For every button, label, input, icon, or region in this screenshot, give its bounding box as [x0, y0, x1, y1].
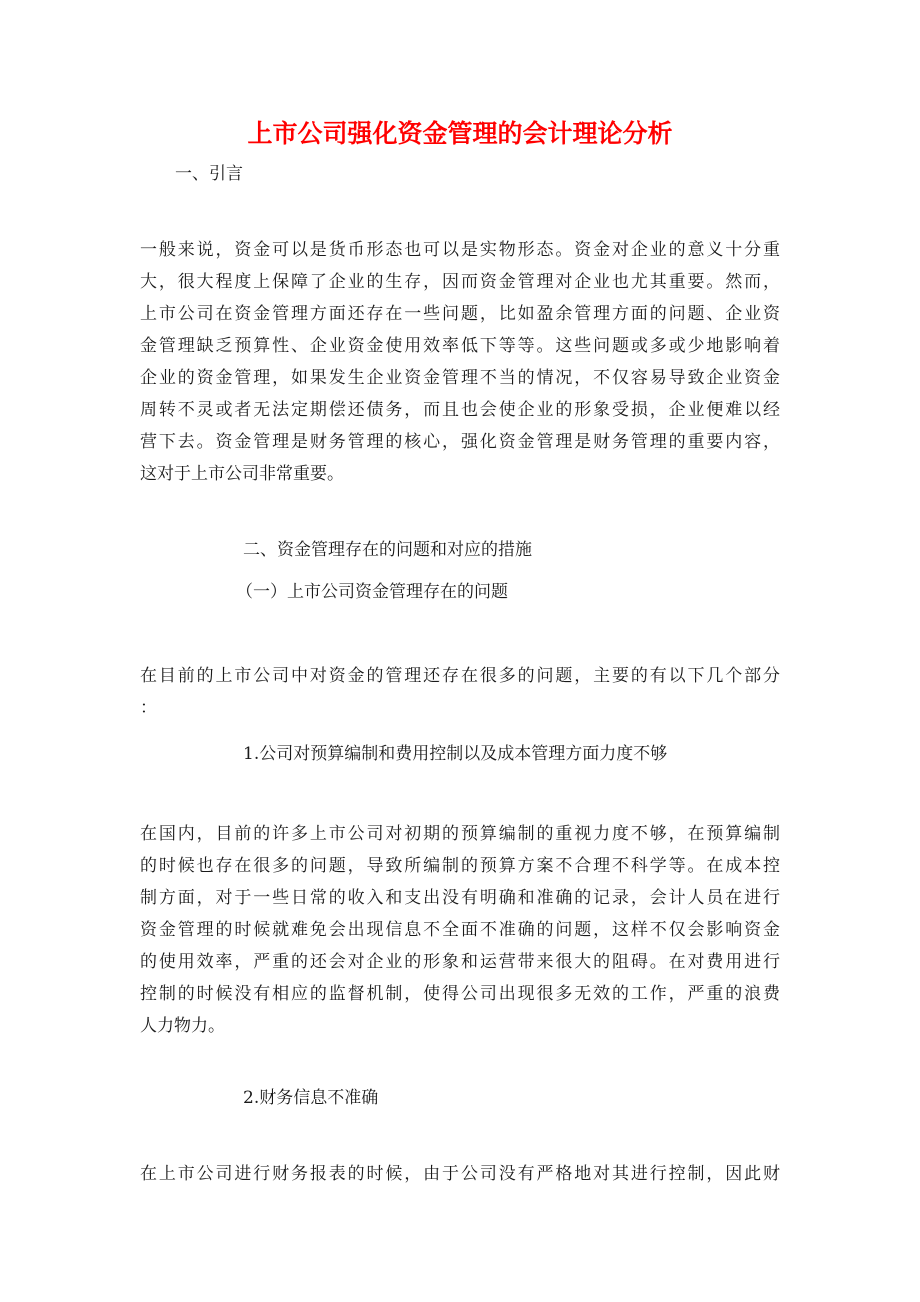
paragraph-line: 上市公司在资金管理方面还存在一些问题，比如盈余管理方面的问题、企业资	[140, 304, 780, 324]
paragraph-line: 的使用效率，严重的还会对企业的形象和运营带来很大的阻碍。在对费用进行	[140, 952, 780, 972]
paragraph-line: 企业的资金管理，如果发生企业资金管理不当的情况，不仅容易导致企业资金	[140, 368, 780, 388]
paragraph-line: 在上市公司进行财务报表的时候，由于公司没有严格地对其进行控制，因此财	[140, 1164, 780, 1184]
section-heading-intro: 一、引言	[175, 164, 243, 184]
paragraph-line: 在目前的上市公司中对资金的管理还存在很多的问题，主要的有以下几个部分	[140, 666, 780, 686]
paragraph-line: 这对于上市公司非常重要。	[140, 464, 344, 484]
item-heading-budget-cost: 1.公司对预算编制和费用控制以及成本管理方面力度不够	[243, 744, 668, 764]
intro-paragraph	[140, 234, 780, 490]
paragraph-line: 人力物力。	[140, 1016, 225, 1036]
paragraph-line: 周转不灵或者无法定期偿还债务，而且也会使企业的形象受损，企业便难以经	[140, 400, 780, 420]
paragraph-line: 一般来说，资金可以是货币形态也可以是实物形态。资金对企业的意义十分重	[140, 240, 780, 260]
section-heading-problems-measures: 二、资金管理存在的问题和对应的措施	[243, 540, 532, 560]
item-heading-financial-info: 2.财务信息不准确	[243, 1088, 379, 1108]
paragraph-line: 资金管理的时候就难免会出现信息不全面不准确的问题，这样不仅会影响资金	[140, 920, 780, 940]
paragraph-line: 在国内，目前的许多上市公司对初期的预算编制的重视力度不够，在预算编制	[140, 824, 780, 844]
paragraph-line: 大，很大程度上保障了企业的生存，因而资金管理对企业也尤其重要。然而，	[140, 272, 780, 292]
budget-cost-paragraph	[140, 818, 780, 1042]
document-title: 上市公司强化资金管理的会计理论分析	[247, 119, 673, 148]
paragraph-line: 控制的时候没有相应的监督机制，使得公司出现很多无效的工作，严重的浪费	[140, 984, 780, 1004]
financial-info-paragraph	[140, 1158, 780, 1190]
paragraph-line: 的时候也存在很多的问题，导致所编制的预算方案不合理不科学等。在成本控	[140, 856, 780, 876]
paragraph-line: 制方面，对于一些日常的收入和支出没有明确和准确的记录，会计人员在进行	[140, 888, 780, 908]
problems-intro-paragraph	[140, 660, 780, 724]
paragraph-line: 营下去。资金管理是财务管理的核心，强化资金管理是财务管理的重要内容，	[140, 432, 780, 452]
paragraph-line: 金管理缺乏预算性、企业资金使用效率低下等等。这些问题或多或少地影响着	[140, 336, 780, 356]
subsection-heading-problems: （一）上市公司资金管理存在的问题	[236, 582, 508, 602]
paragraph-line: ：	[140, 698, 157, 718]
